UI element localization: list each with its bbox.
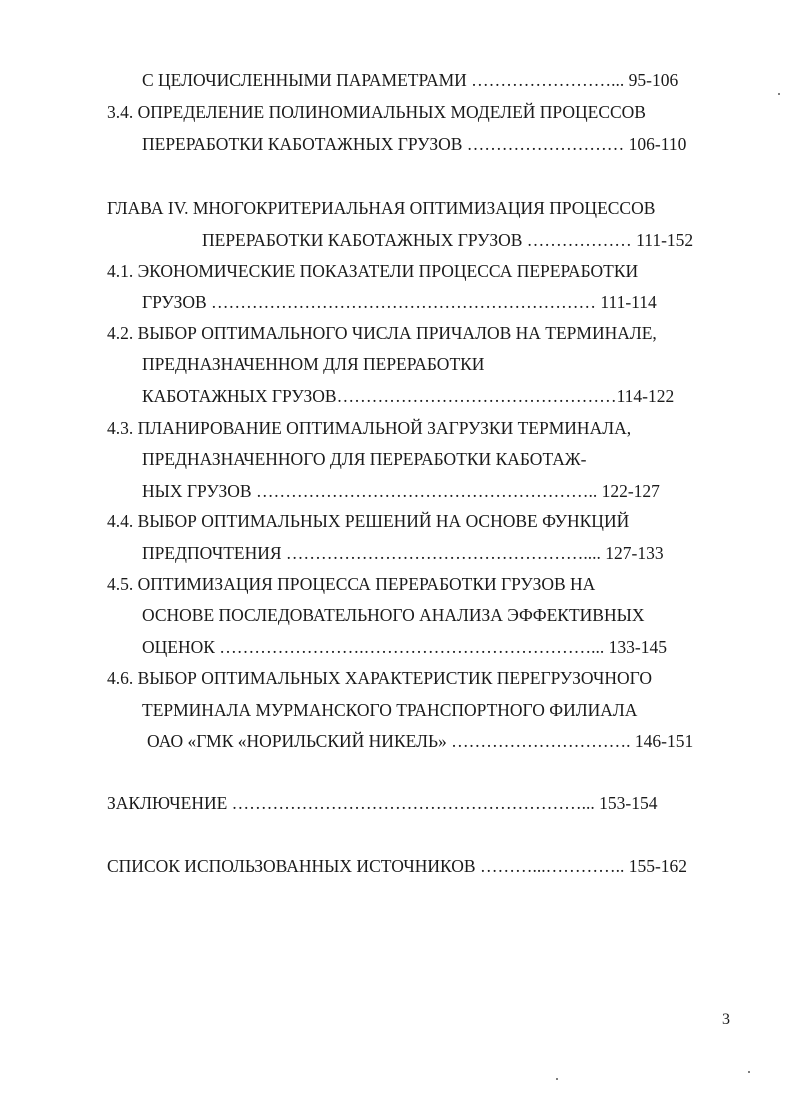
toc-entry: НЫХ ГРУЗОВ ………………………………………………….. 122-127 bbox=[142, 481, 660, 501]
toc-entry: ГЛАВА IV. МНОГОКРИТЕРИАЛЬНАЯ ОПТИМИЗАЦИЯ ПРОЦЕССОВ bbox=[107, 198, 656, 218]
toc-entry: ПЕРЕРАБОТКИ КАБОТАЖНЫХ ГРУЗОВ ……………… 111-152 bbox=[202, 230, 694, 250]
toc-entry: ТЕРМИНАЛА МУРМАНСКОГО ТРАНСПОРТНОГО ФИЛИАЛА bbox=[142, 700, 638, 720]
toc-entry: 4.2. ВЫБОР ОПТИМАЛЬНОГО ЧИСЛА ПРИЧАЛОВ НА ТЕРМИНАЛЕ, bbox=[107, 323, 657, 343]
toc-entry: КАБОТАЖНЫХ ГРУЗОВ…………………………………………114-122 bbox=[142, 386, 675, 406]
toc-entry: ПЕРЕРАБОТКИ КАБОТАЖНЫХ ГРУЗОВ ……………………… 106-110 bbox=[142, 134, 687, 154]
toc-entry: ЗАКЛЮЧЕНИЕ ……………………………………………………... 153-154 bbox=[107, 793, 658, 813]
toc-entry: 4.5. ОПТИМИЗАЦИЯ ПРОЦЕССА ПЕРЕРАБОТКИ ГРУЗОВ НА bbox=[107, 574, 596, 594]
toc-entry: 3.4. ОПРЕДЕЛЕНИЕ ПОЛИНОМИАЛЬНЫХ МОДЕЛЕЙ ПРОЦЕССОВ bbox=[107, 102, 646, 122]
toc-entry: ОСНОВЕ ПОСЛЕДОВАТЕЛЬНОГО АНАЛИЗА ЭФФЕКТИВНЫХ bbox=[142, 605, 645, 625]
toc-entry: 4.3. ПЛАНИРОВАНИЕ ОПТИМАЛЬНОЙ ЗАГРУЗКИ ТЕРМИНАЛА, bbox=[107, 418, 632, 438]
page-number: 3 bbox=[722, 1011, 730, 1028]
toc-entry: 4.4. ВЫБОР ОПТИМАЛЬНЫХ РЕШЕНИЙ НА ОСНОВЕ ФУНКЦИЙ bbox=[107, 511, 630, 531]
toc-entry: С ЦЕЛОЧИСЛЕННЫМИ ПАРАМЕТРАМИ ……………………... 95-106 bbox=[142, 70, 679, 90]
toc-entry: ГРУЗОВ ………………………………………………………… 111-114 bbox=[142, 292, 657, 312]
toc-entry: СПИСОК ИСПОЛЬЗОВАННЫХ ИСТОЧНИКОВ ………...………….. 155-162 bbox=[107, 856, 688, 876]
toc-entry: ПРЕДПОЧТЕНИЯ …………………………………………….... 127-133 bbox=[142, 543, 664, 563]
toc-entry: ПРЕДНАЗНАЧЕННОГО ДЛЯ ПЕРЕРАБОТКИ КАБОТАЖ- bbox=[142, 449, 587, 469]
toc-entry: ОЦЕНОК …………………….…………………………………... 133-145 bbox=[142, 637, 667, 657]
toc-entry: ПРЕДНАЗНАЧЕННОМ ДЛЯ ПЕРЕРАБОТКИ bbox=[142, 354, 485, 374]
toc-entry: ОАО «ГМК «НОРИЛЬСКИЙ НИКЕЛЬ» …………………………. 146-151 bbox=[147, 731, 694, 751]
toc-entry: 4.6. ВЫБОР ОПТИМАЛЬНЫХ ХАРАКТЕРИСТИК ПЕРЕГРУЗОЧНОГО bbox=[107, 668, 653, 688]
scan-speck bbox=[778, 93, 780, 95]
scan-speck bbox=[748, 1071, 750, 1073]
scan-speck bbox=[556, 1078, 558, 1080]
toc-entry: 4.1. ЭКОНОМИЧЕСКИЕ ПОКАЗАТЕЛИ ПРОЦЕССА ПЕРЕРАБОТКИ bbox=[107, 261, 639, 281]
